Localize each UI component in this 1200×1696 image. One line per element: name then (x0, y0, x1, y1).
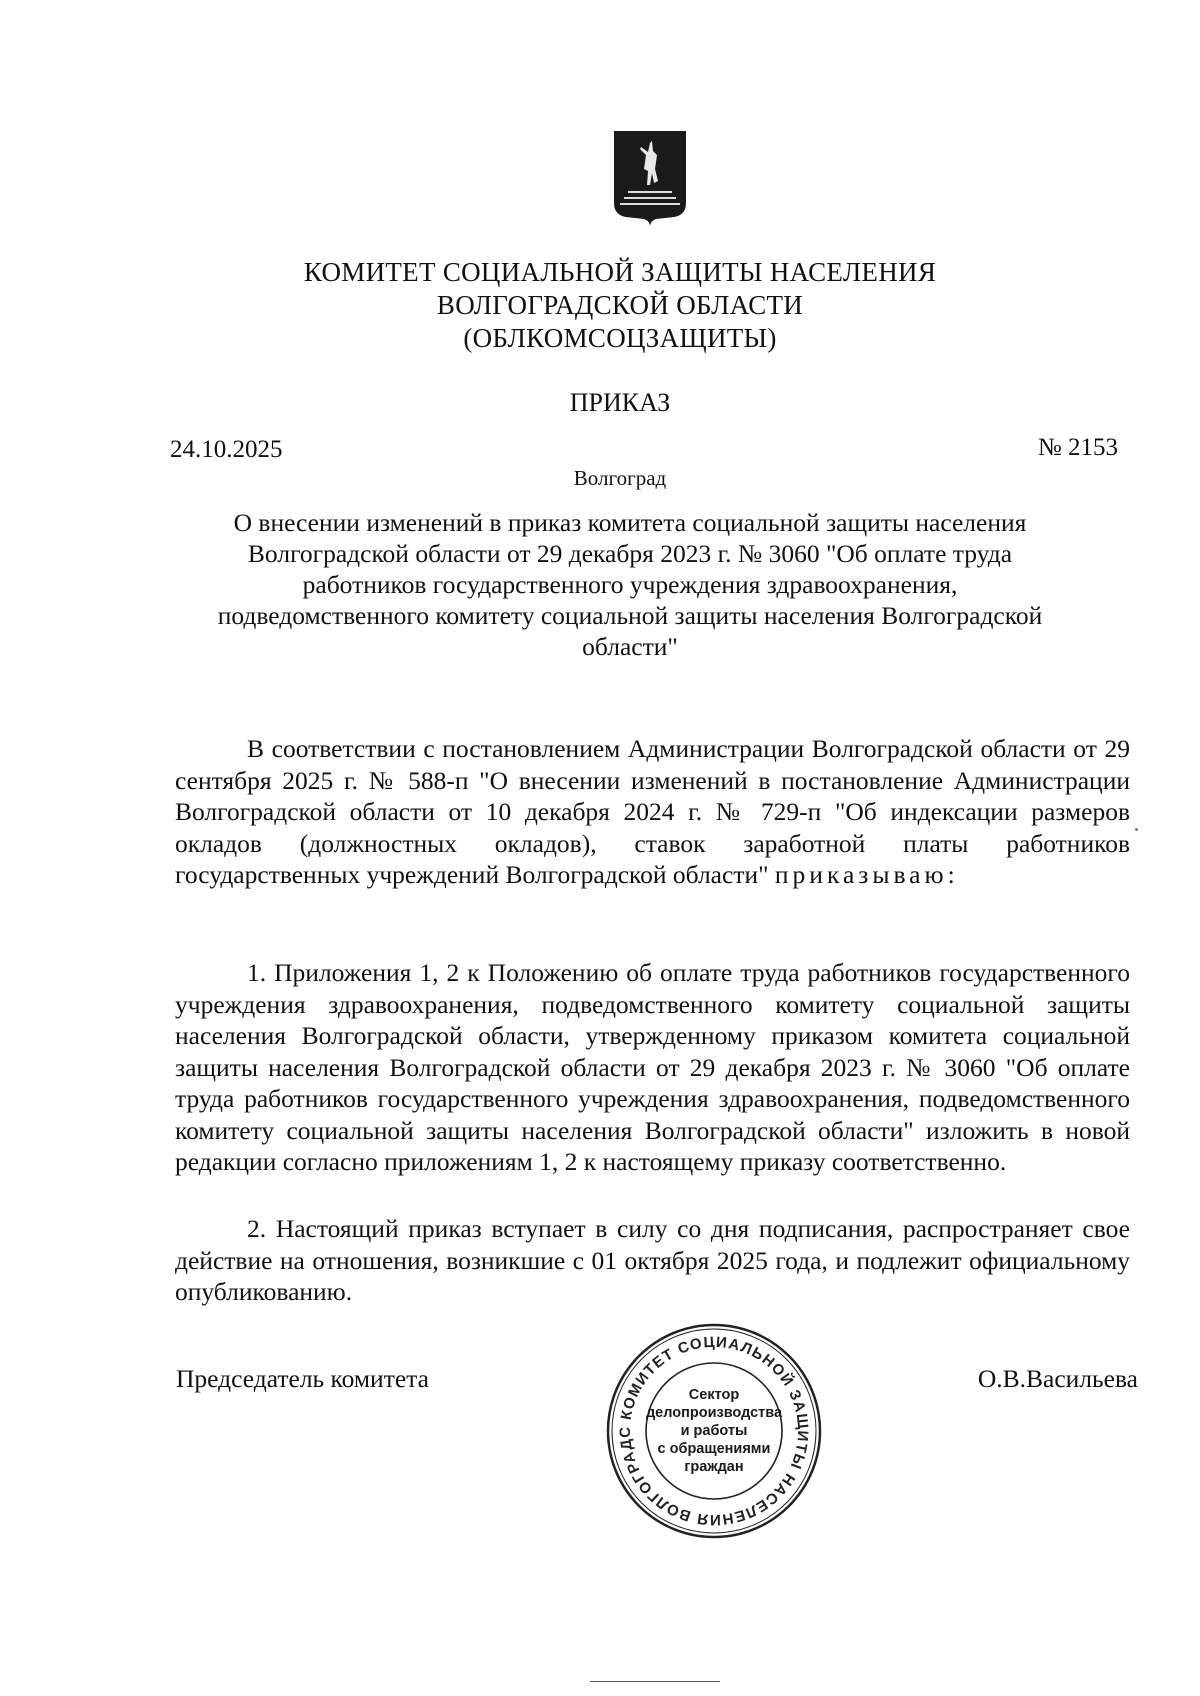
stamp-ring-text: КОМИТЕТ СОЦИАЛЬНОЙ ЗАЩИТЫ НАСЕЛЕНИЯ ВОЛГОГРАДС (616, 1333, 812, 1529)
stamp-center-text (647, 1364, 781, 1498)
order-item-1-text: 1. Приложения 1, 2 к Положению об оплате труда работников государственного учреждения здравоохранения, подведомственного комитету социальной защиты населения Волгоградской области, утвержденному приказом комитета социальной защиты населения Волгоградской области от 29 декабря 2023 г. № 3060 "Об оплате труда работников государственного учреждения здравоохранения, подведомственного комитету социальной защиты населения Волгоградской области" изложить в новой редакции согласно приложениям 1, 2 к настоящему приказу соответственно. (175, 958, 1130, 1176)
subject-line: подведомственного комитету социальной защиты населения Волгоградской (217, 601, 1043, 630)
order-item-2-text: 2. Настоящий приказ вступает в силу со дня подписания, распространяет свое действие на отношения, возникшие с 01 октября 2025 года, и подлежит официальному опубликованию. (175, 1214, 1130, 1306)
org-abbreviation: (ОБЛКОМСОЦЗАЩИТЫ) (463, 323, 777, 353)
stamp-line: и работы (680, 1423, 748, 1439)
document-number: № 2153 (1037, 434, 1118, 461)
org-name-line2: ВОЛГОГРАДСКОЙ ОБЛАСТИ (436, 290, 804, 320)
order-colon: : (947, 860, 955, 889)
order-word: приказываю (774, 860, 948, 889)
preamble-paragraph (175, 733, 1130, 891)
signer-name: О.В.Васильева (977, 1364, 1138, 1393)
stamp-line: Сектор (688, 1387, 740, 1403)
subject-line: О внесении изменений в приказ комитета социальной защиты населения (233, 508, 1027, 537)
signer-title: Председатель комитета (176, 1364, 429, 1393)
stamp-line: с обращениями (657, 1441, 771, 1457)
footer-divider (590, 1681, 720, 1682)
document-city: Волгоград (573, 466, 667, 490)
document-subject (180, 507, 1080, 662)
scan-speck (1135, 828, 1138, 831)
order-item-2 (175, 1213, 1130, 1308)
document-date: 24.10.2025 (170, 436, 283, 463)
subject-line: Волгоградской области от 29 декабря 2023 г. № 3060 "Об оплате труда (247, 539, 1013, 568)
stamp-line: делопроизводства (645, 1405, 783, 1421)
subject-line: области" (582, 632, 678, 661)
order-item-1 (175, 957, 1130, 1178)
subject-line: работников государственного учреждения здравоохранения, (302, 570, 958, 599)
official-stamp (605, 1322, 823, 1540)
document-type: ПРИКАЗ (569, 388, 671, 417)
preamble-text: В соответствии с постановлением Администрации Волгоградской области от 29 сентября 2025 г. № 588-п "О внесении изменений в постановление Администрации Волгоградской области от 10 декабря 2024 г. № 729-п "Об индексации размеров окладов (должностных окладов), ставок заработной платы работников государственных учреждений Волгоградской области" (175, 734, 1130, 889)
stamp-line: граждан (684, 1459, 744, 1475)
coat-of-arms-icon (610, 129, 690, 229)
org-name-line1: КОМИТЕТ СОЦИАЛЬНОЙ ЗАЩИТЫ НАСЕЛЕНИЯ (303, 257, 937, 287)
